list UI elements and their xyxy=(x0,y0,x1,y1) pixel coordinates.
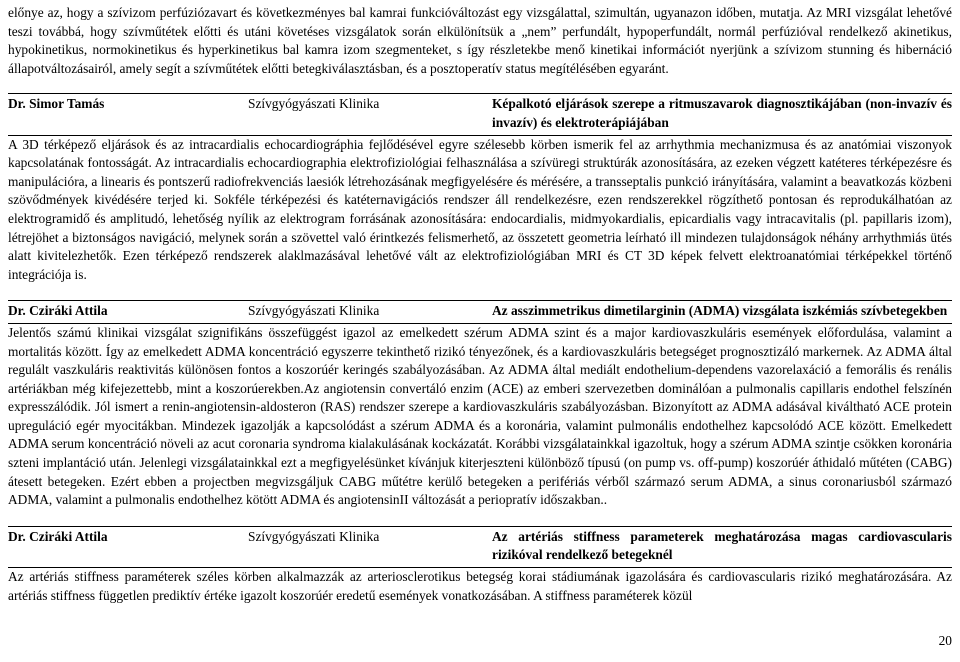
clinic-name: Szívgyógyászati Klinika xyxy=(248,96,380,112)
page-number: 20 xyxy=(938,633,952,648)
author-name: Dr. Simor Tamás xyxy=(8,96,105,112)
abstract-title: Az asszimmetrikus dimetilarginin (ADMA) vizsgálata iszkémiás szívbetegekben xyxy=(492,303,948,319)
abstract-header-2 xyxy=(8,300,952,324)
clinic-name: Szívgyógyászati Klinika xyxy=(248,528,380,544)
author-name: Dr. Cziráki Attila xyxy=(8,528,108,544)
intro-paragraph: előnye az, hogy a szívizom perfúziózavart és következményes bal kamrai funkcióváltozást egy vizsgálattal, szimultán, ugyanazon időben, mutatja. Az MRI vizsgálat lehetővé teszi továbbá, hogy szívműtétek előtti és utáni követéses vizsgálatok során elkülönítsük a „nem” perfundált, hypoperfundált, normál perfúzióval rendelkező akinetikus, hypokinetikus, normokinetikus és hyperkinetikus bal kamra izom szegmenteket, s így részletekbe menő kinetikai információt nyerjünk a szívizom stunning és hibernáció állapotváltozásairól, amely segít a szívműtétek előtti betegkiválasztásban, és a posztoperatív status megítélésében egyaránt. xyxy=(8,5,952,76)
abstract-title: Az artériás stiffness parameterek meghatározása magas cardiovascularis rizikóval rendelkező betegeknél xyxy=(492,528,952,563)
abstract-body-3: Az artériás stiffness paraméterek széles körben alkalmazzák az arteriosclerotikus betegség korai stádiumának igazolására és cardiovascularis rizikó meghatározására. Az artériás stiffness független prediktív értéke igazolt koszorúér eredetű események vonatkozásában. A stiffness paraméterek közül xyxy=(8,569,952,603)
abstract-header-1 xyxy=(8,93,952,135)
author-name: Dr. Cziráki Attila xyxy=(8,303,108,319)
document-page xyxy=(8,4,952,605)
abstract-body-2: Jelentős számú klinikai vizsgálat szignifikáns összefüggést igazol az emelkedett szérum ADMA szint és a major kardiovaszkuláris események előfordulása, valamint a mortalitás között. Így az emelkedett ADMA koncentráció egyszerre tekinthető rizikó tényezőnek, és a kardiovaszkuláris betegséget prognosztizáló markernek. Az ADMA által regulált vaszkuláris reaktivitás különösen fontos a koszorúér keringés szabályozásában. Az ADMA által mediált endothelium-dependens vazorelaxáció a femorális és renális artériákban még kifejezettebb, mint a koszorúerekben.Az angiotensin convertáló enzim (ACE) az emberi szervezetben dominálóan a pulmonalis capillaris endothel felszínén expresszálódik. Jól ismert a renin-angiotensin-aldosteron (RAS) rendszer szerepe a kardiovaszkuláris szabályozásban. Bizonyított az ADMA adásával kiváltható ACE protein upreguláció egér myocitákban. Mindezek igazolják a kapcsolódást a szérum ADMA és a koronária, valamint pulmonális endothelhez kapcsolódó ACE között. Emelkedett ADMA serum koncentráció növeli az acut coronaria syndroma kialakulásának kockázatát. Korábbi vizsgálatainkkal igazoltuk, hogy a szérum ADMA szintje csökken koronária szteni implantáció után. Jelenlegi vizsgálatainkkal ezt a megfigyelésünket kívánjuk kiterjeszteni különböző típusú (on pump vs. off-pump) koszorúér áthidaló műtéten (CABG) átesett betegeken. Ezért ebben a projectben megvizsgáljuk CABG műtétre kerülő betegeken a perifériás vérből származó serum ADMA, a sinus coronariusból származó ADMA, valamint a pulmonalis endothelhez kötött ADMA és angiotensinII változását a periopratív időszakban.. xyxy=(8,324,952,508)
abstract-body-1: A 3D térképező eljárások és az intracardialis echocardiográphia fejlődésével egyre szélesebb körben ismerik fel az arrhythmia mechanizmusa és az anatómiai viszonyok kapcsolatának fontosságát. Az intracardialis echocardiographia elektrofiziológiai felhasználása a szívüregi struktúrák azonosítására, az ezeken végzett katéteres térképezésre és manipulációra, a linearis és pontszerű radiofrekvenciás laesiók létrehozásának megfigyelésére és mérésére, a transseptalis punkció irányítására, valamint a beavatkozás közbeni szövődmények kivédésére terjed ki. Sokféle térképezési és katéternavigációs rendszer áll rendelkezésre, ezen rendszerekkel rögzíthető pontosan és reprodukálhatóan az elektrogramidő és amplitudó, lehetőség nyílik az elektrogram forrásának azonosítására: endocardialis, midmyokardialis, epicardialis vagy intracavitalis (pl. papillaris izom), létrejöhet a biztonságos navigáció, melynek során a szövettel való érintkezés felismerhető, az összetett geometria leírható ill mindezen tulajdonságok néhány arrhythmiás ütés alatt kivitelezhetők. Ezen térképező rendszerek alaklmazásával lehetővé vált az elektrofiziológiában MRI és CT 3D képek felvett elektroanatómiai térképekkel történő integrációja is. xyxy=(8,136,952,282)
abstract-header-3 xyxy=(8,526,952,568)
abstract-title: Képalkotó eljárások szerepe a ritmuszavarok diagnosztikájában (non-invazív és invazív) és elektroterápiájában xyxy=(492,96,952,130)
clinic-name: Szívgyógyászati Klinika xyxy=(248,303,380,319)
